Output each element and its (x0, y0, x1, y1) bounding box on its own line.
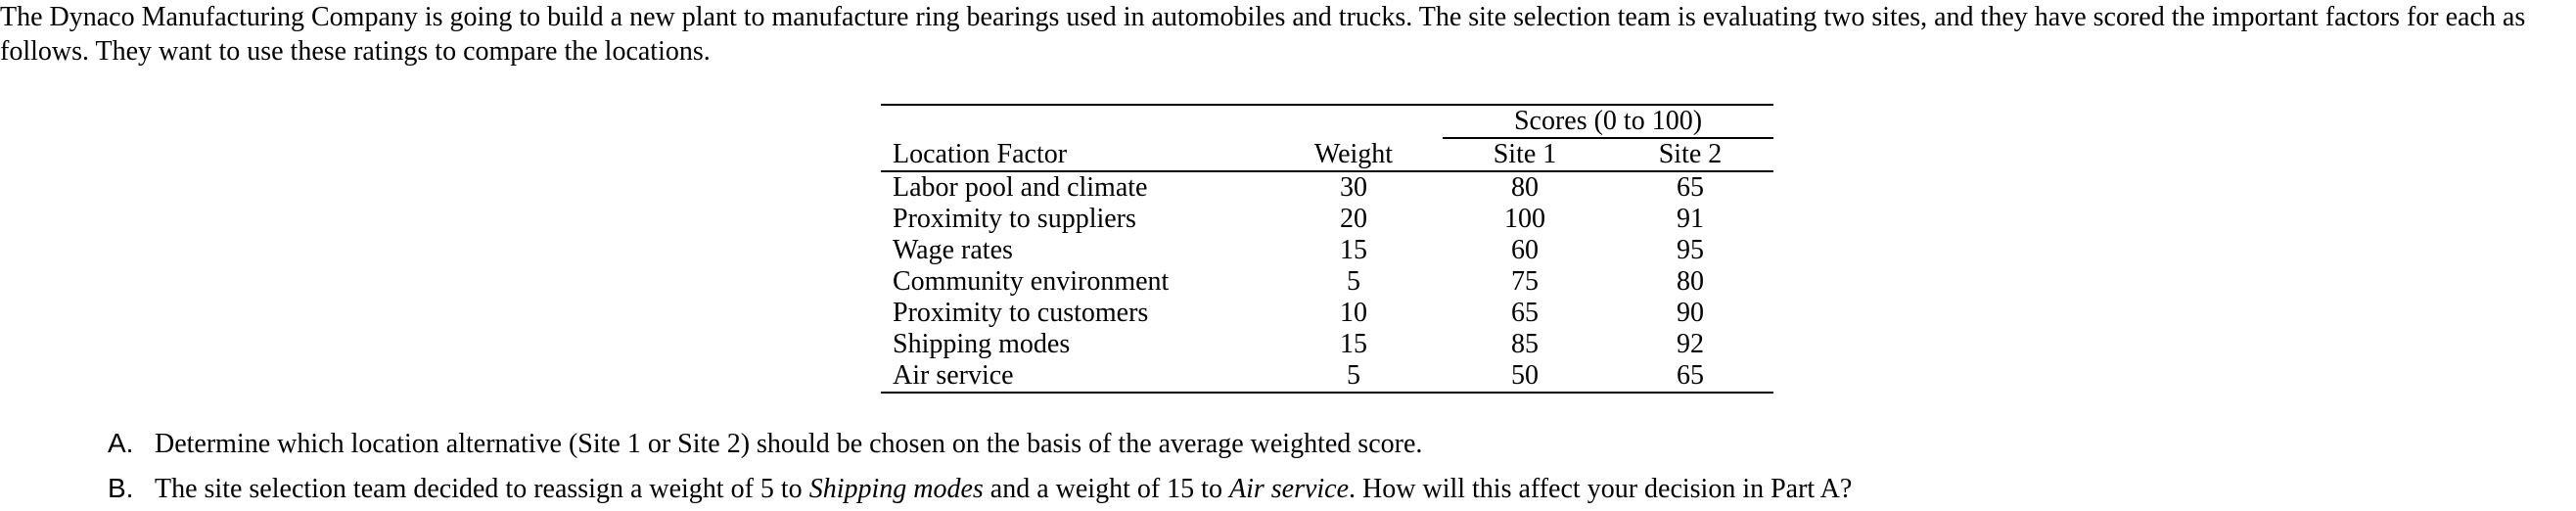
site-1-score-cell: 50 (1443, 360, 1607, 393)
site-1-score-cell: 65 (1511, 298, 1539, 328)
question-b (108, 466, 1852, 511)
location-factor-table (881, 104, 1773, 394)
site-1-score-cell: 60 (1511, 235, 1539, 265)
air-service-emphasis: Air service (1228, 474, 1350, 504)
problem-intro: The Dynaco Manufacturing Company is going to build a new plant to manufacture ring bearings used in automobiles and trucks. The site selection team is evaluating two sites, and they have scored the important factors for each as follows. They want to use these ratings to compare the locations. (0, 2, 2526, 67)
table-row (881, 298, 1773, 329)
site-2-score-cell: 80 (1677, 266, 1704, 297)
factor-cell: Wage rates (893, 235, 1013, 265)
weight-cell: 30 (1340, 172, 1367, 203)
question-b-text-2: and a weight of 15 to (983, 474, 1229, 504)
weight-cell: 5 (1347, 266, 1360, 297)
question-a-marker: A. (108, 428, 134, 458)
shipping-modes-emphasis: Shipping modes (808, 474, 984, 504)
factor-cell: Proximity to customers (893, 298, 1149, 328)
site-1-score-cell: 100 (1504, 204, 1545, 234)
table-header-spacer (1265, 105, 1443, 138)
question-b-marker: B. (108, 473, 134, 503)
question-b-text-1: The site selection team decided to reassign a weight of 5 to (155, 474, 809, 504)
site-1-score-cell: 75 (1511, 266, 1539, 297)
weight-cell: 15 (1340, 329, 1367, 359)
site-1-score-cell: 85 (1511, 329, 1539, 359)
table-row (881, 235, 1773, 266)
header-location-factor: Location Factor (881, 138, 1265, 171)
site-2-score-cell: 91 (1677, 204, 1704, 234)
weight-cell: 15 (1340, 235, 1367, 265)
site-2-score-cell: 65 (1607, 360, 1773, 393)
question-b-text-3: . How will this affect your decision in Part A? (1349, 474, 1853, 504)
table-group-header-row (881, 105, 1773, 138)
weight-cell: 10 (1340, 298, 1367, 328)
site-2-score-cell: 65 (1677, 172, 1704, 203)
factor-cell: Air service (881, 360, 1265, 393)
site-2-score-cell: 92 (1677, 329, 1704, 359)
table-header-spacer (881, 105, 1265, 138)
table-row (881, 360, 1773, 393)
table-row (881, 171, 1773, 204)
site-1-score-cell: 80 (1511, 172, 1539, 203)
header-site-2: Site 2 (1607, 138, 1773, 171)
table-column-header-row (881, 138, 1773, 171)
factor-cell: Shipping modes (893, 329, 1071, 359)
site-2-score-cell: 95 (1677, 235, 1704, 265)
question-a-text: Determine which location alternative (Site 1 or Site 2) should be chosen on the basis of the average weighted score. (155, 429, 1423, 459)
factor-cell: Proximity to suppliers (893, 204, 1136, 234)
weight-cell: 20 (1340, 204, 1367, 234)
question-a (108, 421, 1852, 466)
header-weight: Weight (1265, 138, 1443, 171)
scores-group-header: Scores (0 to 100) (1443, 105, 1773, 138)
question-list (108, 421, 1852, 511)
table-row (881, 266, 1773, 298)
table-row (881, 329, 1773, 360)
table-row (881, 204, 1773, 235)
header-site-1: Site 1 (1443, 138, 1607, 171)
site-2-score-cell: 90 (1677, 298, 1704, 328)
factor-cell: Labor pool and climate (893, 172, 1148, 203)
factor-cell: Community environment (893, 266, 1170, 297)
weight-cell: 5 (1265, 360, 1443, 393)
